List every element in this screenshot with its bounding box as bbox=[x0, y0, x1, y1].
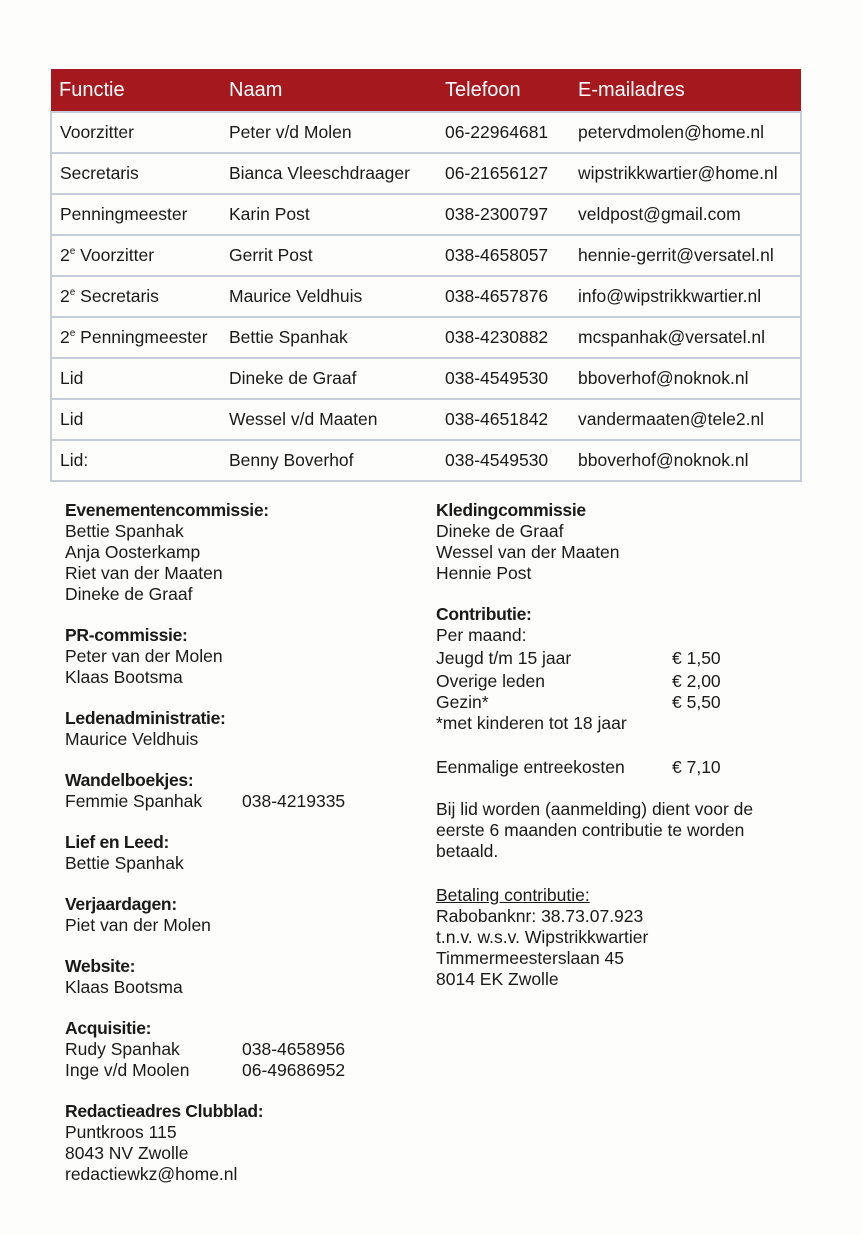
name-cell: Peter v/d Molen bbox=[221, 112, 437, 153]
table-row bbox=[51, 153, 801, 194]
acquisitie-phone: 06-49686952 bbox=[242, 1060, 346, 1080]
betaling-line: Timmermeesterslaan 45 bbox=[436, 948, 625, 968]
redactie-line: 8043 NV Zwolle bbox=[65, 1143, 189, 1163]
acquisitie-contact bbox=[65, 1060, 395, 1081]
kleding-member: Dineke de Graaf bbox=[436, 521, 564, 541]
phone-cell: 038-4549530 bbox=[437, 358, 570, 399]
fee-amount: € 2,00 bbox=[672, 671, 721, 691]
pr-member: Peter van der Molen bbox=[65, 646, 223, 666]
name-cell: Bianca Vleeschdraager bbox=[221, 153, 437, 194]
name-cell: Wessel v/d Maaten bbox=[221, 399, 437, 440]
redactie-email: redactiewkz@home.nl bbox=[65, 1164, 238, 1184]
name-cell: Gerrit Post bbox=[221, 235, 437, 276]
evenementen-member: Anja Oosterkamp bbox=[65, 542, 201, 562]
acquisitie-name: Rudy Spanhak bbox=[65, 1039, 180, 1059]
header-functie: Functie bbox=[51, 69, 221, 112]
phone-cell: 038-4658057 bbox=[437, 235, 570, 276]
fee-label: Overige leden bbox=[436, 671, 545, 691]
pr-member: Klaas Bootsma bbox=[65, 667, 183, 687]
website-member: Klaas Bootsma bbox=[65, 977, 183, 997]
fee-row bbox=[436, 648, 816, 669]
phone-cell: 06-22964681 bbox=[437, 112, 570, 153]
entree-label: Eenmalige entreekosten bbox=[436, 757, 625, 777]
role-ordinal: 2 bbox=[60, 245, 70, 265]
email-cell: bboverhof@noknok.nl bbox=[570, 440, 801, 481]
wandel-phone: 038-4219335 bbox=[242, 791, 346, 811]
acquisitie-title: Acquisitie: bbox=[65, 1018, 152, 1038]
role-text: Penningmeester bbox=[75, 327, 208, 347]
acquisitie-contact bbox=[65, 1039, 395, 1060]
table-row bbox=[51, 235, 801, 276]
ordinal-suffix: e bbox=[69, 246, 76, 257]
table-row bbox=[51, 194, 801, 235]
leden-member: Maurice Veldhuis bbox=[65, 729, 199, 749]
lief-member: Bettie Spanhak bbox=[65, 853, 184, 873]
betaling-line: 8014 EK Zwolle bbox=[436, 969, 559, 989]
name-cell: Maurice Veldhuis bbox=[221, 276, 437, 317]
role-cell bbox=[51, 235, 221, 276]
acquisitie-name: Inge v/d Moolen bbox=[65, 1060, 190, 1080]
website-title: Website: bbox=[65, 956, 136, 976]
pr-title: PR-commissie: bbox=[65, 625, 188, 645]
wandel-block bbox=[65, 770, 395, 812]
board-table bbox=[50, 69, 802, 482]
lief-block bbox=[65, 832, 395, 874]
name-cell: Karin Post bbox=[221, 194, 437, 235]
phone-cell: 06-21656127 bbox=[437, 153, 570, 194]
evenementen-title: Evenementencommissie: bbox=[65, 500, 269, 520]
email-cell: info@wipstrikkwartier.nl bbox=[570, 276, 801, 317]
contributie-title: Contributie: bbox=[436, 604, 532, 624]
name-cell: Benny Boverhof bbox=[221, 440, 437, 481]
betaling-block bbox=[436, 885, 816, 990]
right-column bbox=[436, 500, 816, 1010]
name-cell: Bettie Spanhak bbox=[221, 317, 437, 358]
phone-cell: 038-4230882 bbox=[437, 317, 570, 358]
email-cell: petervdmolen@home.nl bbox=[570, 112, 801, 153]
email-cell: veldpost@gmail.com bbox=[570, 194, 801, 235]
role-cell: Lid bbox=[51, 358, 221, 399]
table-row bbox=[51, 399, 801, 440]
fee-label: Jeugd t/m 15 jaar bbox=[436, 648, 572, 668]
phone-cell: 038-4549530 bbox=[437, 440, 570, 481]
entree-row bbox=[436, 757, 816, 778]
lief-title: Lief en Leed: bbox=[65, 832, 170, 852]
contributie-block bbox=[436, 604, 816, 862]
role-cell: Voorzitter bbox=[51, 112, 221, 153]
betaling-title: Betaling contributie: bbox=[436, 885, 590, 905]
wandel-name: Femmie Spanhak bbox=[65, 791, 203, 811]
fee-row bbox=[436, 671, 816, 692]
pr-block bbox=[65, 625, 395, 688]
table-row bbox=[51, 358, 801, 399]
role-ordinal: 2 bbox=[60, 286, 70, 306]
betaling-line: Rabobanknr: 38.73.07.923 bbox=[436, 906, 644, 926]
role-text: Voorzitter bbox=[75, 245, 155, 265]
table-row bbox=[51, 112, 801, 153]
evenementen-member: Riet van der Maaten bbox=[65, 563, 223, 583]
wandel-contact bbox=[65, 791, 395, 812]
ordinal-suffix: e bbox=[69, 287, 76, 298]
wandel-title: Wandelboekjes: bbox=[65, 770, 194, 790]
email-cell: wipstrikkwartier@home.nl bbox=[570, 153, 801, 194]
redactie-block bbox=[65, 1101, 395, 1185]
membership-paragraph: Bij lid worden (aanmelding) dient voor de eerste 6 maanden contributie te worden betaald. bbox=[436, 799, 754, 861]
role-ordinal: 2 bbox=[60, 327, 70, 347]
acquisitie-phone: 038-4658956 bbox=[242, 1039, 346, 1059]
fee-note: *met kinderen tot 18 jaar bbox=[436, 713, 627, 733]
fee-amount: € 5,50 bbox=[672, 692, 721, 712]
website-block bbox=[65, 956, 395, 998]
table-row bbox=[51, 276, 801, 317]
entree-amount: € 7,10 bbox=[672, 757, 721, 777]
header-email: E-mailadres bbox=[570, 69, 801, 112]
verjaar-block bbox=[65, 894, 395, 936]
redactie-line: Puntkroos 115 bbox=[65, 1122, 177, 1142]
header-telefoon: Telefoon bbox=[437, 69, 570, 112]
kleding-title: Kledingcommissie bbox=[436, 500, 586, 520]
table-row bbox=[51, 440, 801, 481]
evenementen-member: Bettie Spanhak bbox=[65, 521, 184, 541]
role-cell: Lid bbox=[51, 399, 221, 440]
verjaar-title: Verjaardagen: bbox=[65, 894, 177, 914]
role-cell: Secretaris bbox=[51, 153, 221, 194]
email-cell: vandermaaten@tele2.nl bbox=[570, 399, 801, 440]
kleding-block bbox=[436, 500, 816, 584]
phone-cell: 038-2300797 bbox=[437, 194, 570, 235]
leden-title: Ledenadministratie: bbox=[65, 708, 226, 728]
phone-cell: 038-4651842 bbox=[437, 399, 570, 440]
ordinal-suffix: e bbox=[69, 328, 76, 339]
evenementen-block bbox=[65, 500, 395, 605]
betaling-line: t.n.v. w.s.v. Wipstrikkwartier bbox=[436, 927, 649, 947]
table-header-row bbox=[51, 69, 801, 112]
left-column bbox=[65, 500, 395, 1205]
kleding-member: Wessel van der Maaten bbox=[436, 542, 620, 562]
phone-cell: 038-4657876 bbox=[437, 276, 570, 317]
role-cell: Penningmeester bbox=[51, 194, 221, 235]
role-text: Secretaris bbox=[75, 286, 159, 306]
header-naam: Naam bbox=[221, 69, 437, 112]
email-cell: mcspanhak@versatel.nl bbox=[570, 317, 801, 358]
fee-label: Gezin* bbox=[436, 692, 489, 712]
email-cell: hennie-gerrit@versatel.nl bbox=[570, 235, 801, 276]
fee-amount: € 1,50 bbox=[672, 648, 721, 668]
name-cell: Dineke de Graaf bbox=[221, 358, 437, 399]
evenementen-member: Dineke de Graaf bbox=[65, 584, 193, 604]
role-cell: Lid: bbox=[51, 440, 221, 481]
redactie-title: Redactieadres Clubblad: bbox=[65, 1101, 264, 1121]
leden-block bbox=[65, 708, 395, 750]
acquisitie-block bbox=[65, 1018, 395, 1081]
fee-row bbox=[436, 692, 816, 713]
per-maand-label: Per maand: bbox=[436, 625, 527, 645]
role-cell bbox=[51, 276, 221, 317]
email-cell: bboverhof@noknok.nl bbox=[570, 358, 801, 399]
table-row bbox=[51, 317, 801, 358]
role-cell bbox=[51, 317, 221, 358]
kleding-member: Hennie Post bbox=[436, 563, 532, 583]
verjaar-member: Piet van der Molen bbox=[65, 915, 211, 935]
